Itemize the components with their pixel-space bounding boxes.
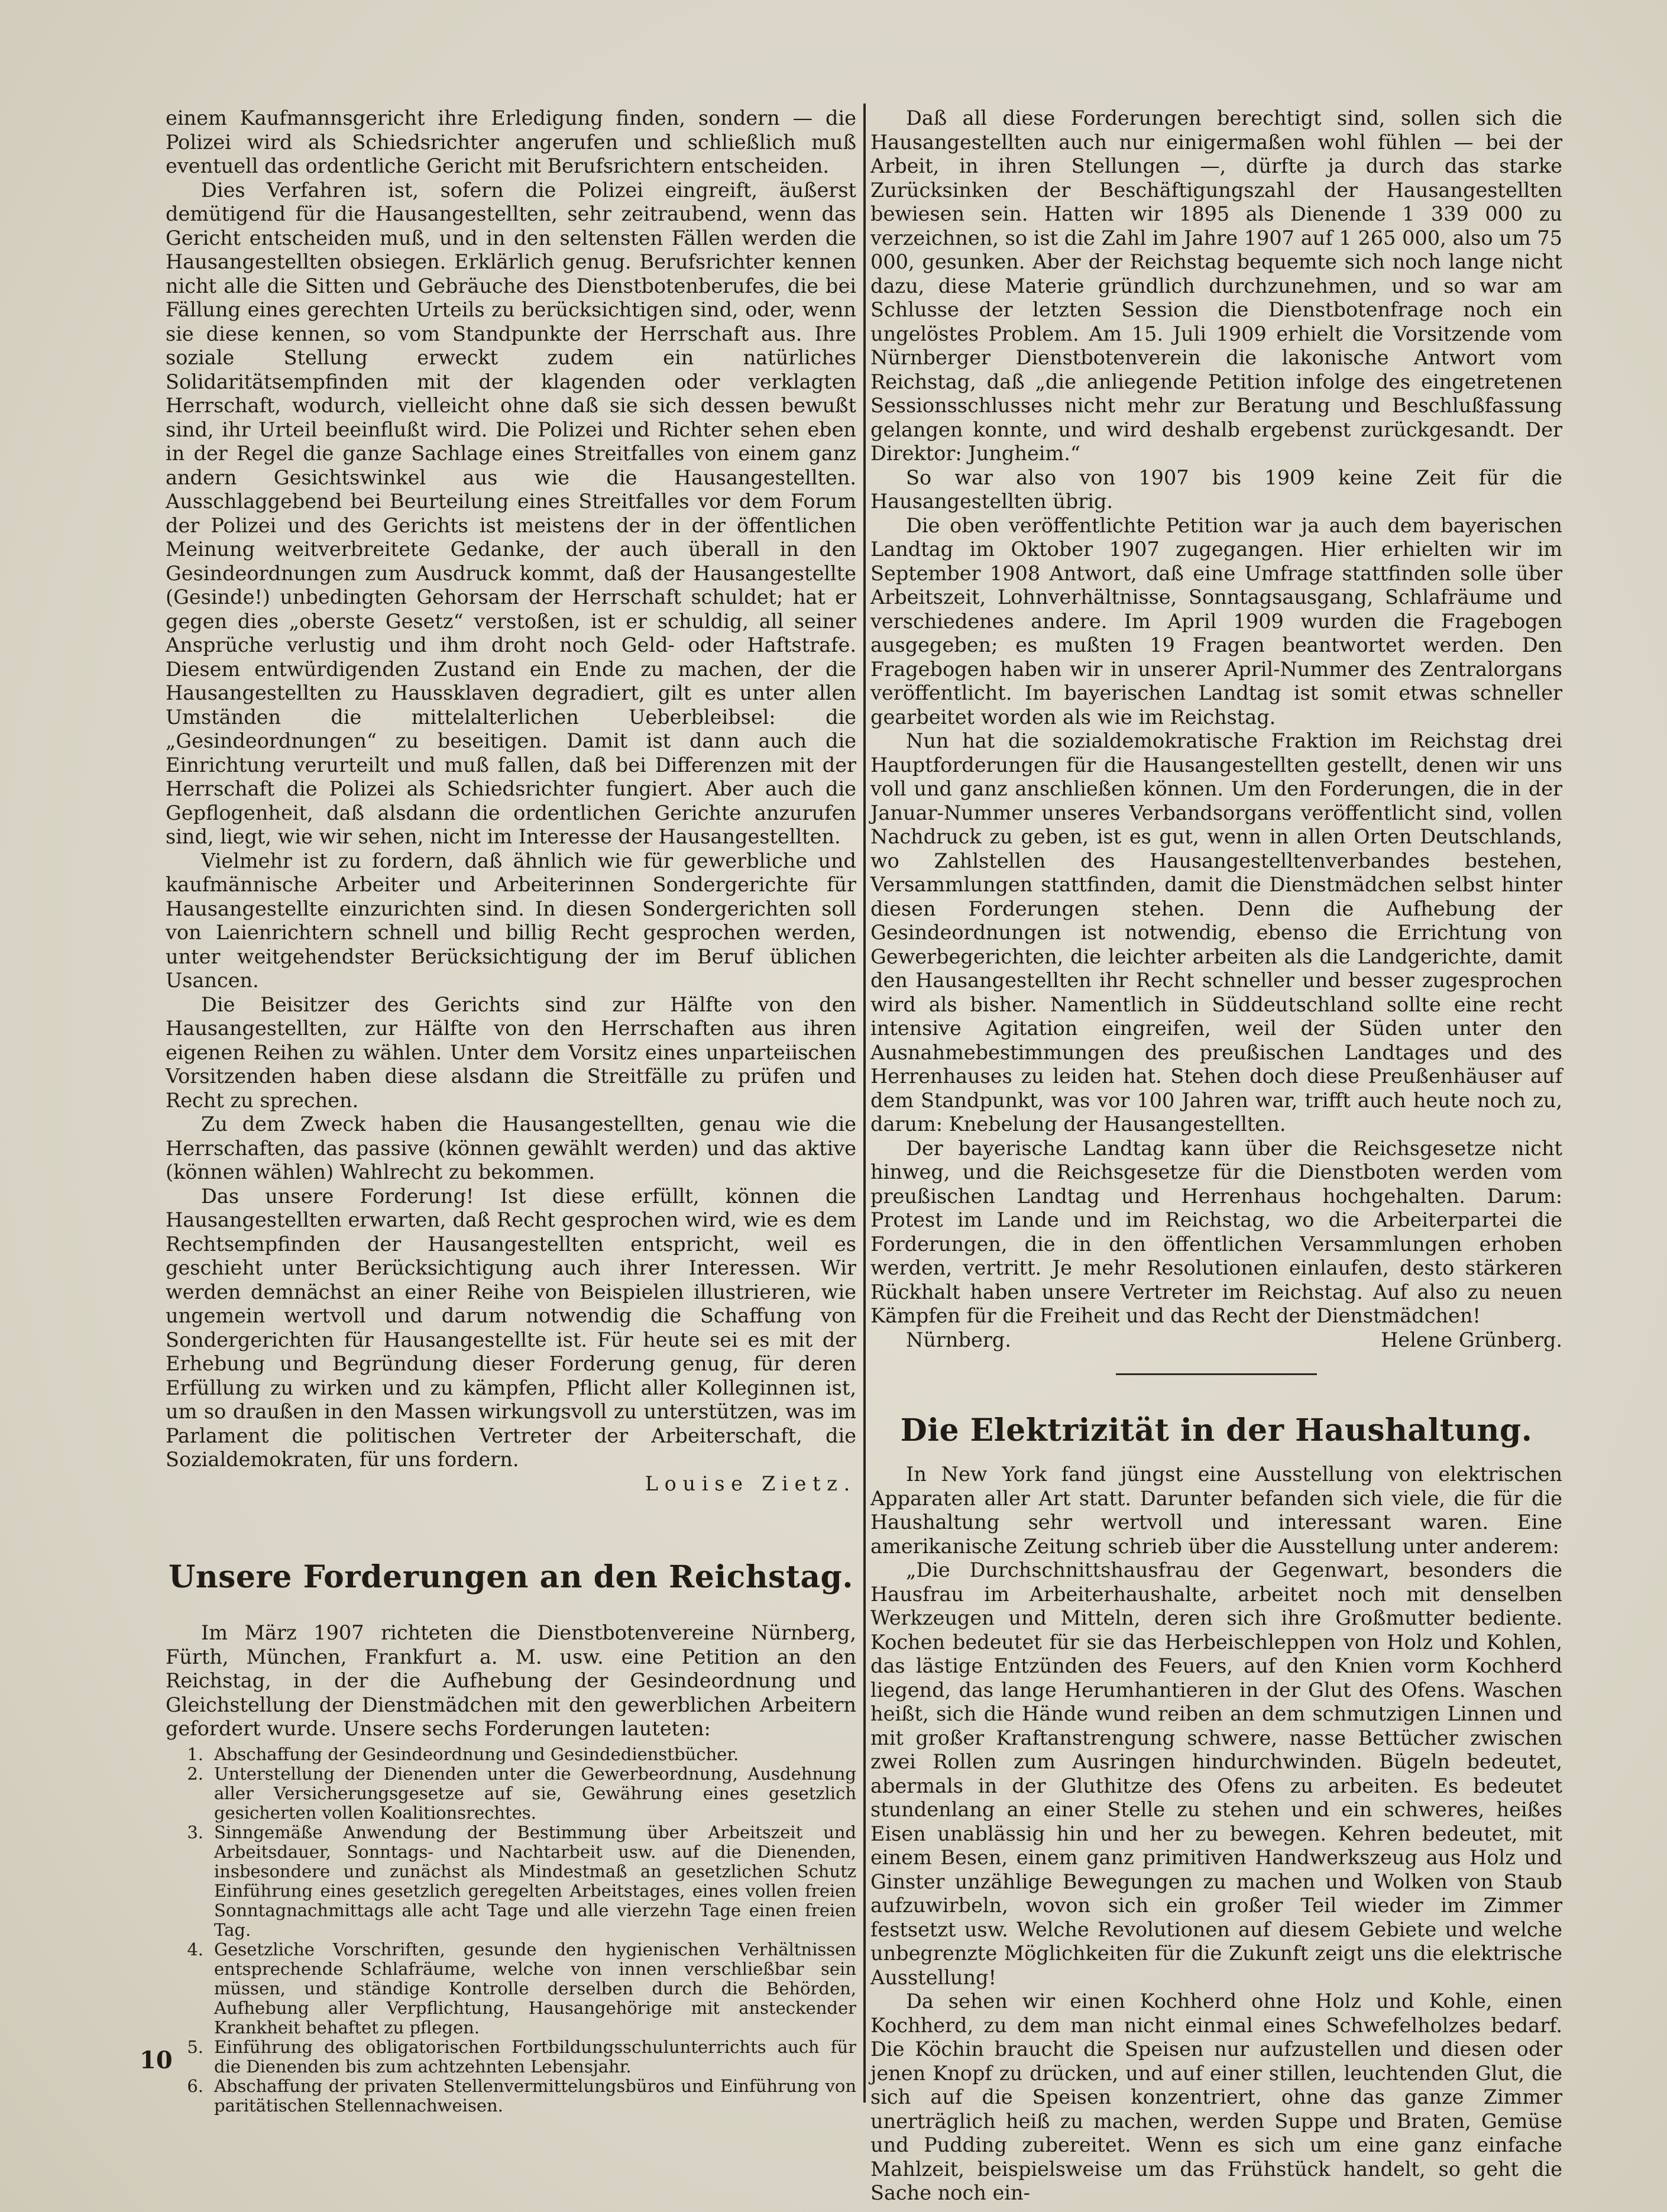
demand-number: 4. xyxy=(187,1939,203,1959)
demand-text: Einführung des obligatorischen Fortbildungsschulunterrichts auch für die Dienenden bis zum achtzehnten Lebensjahr. xyxy=(214,2036,856,2077)
paragraph: Die oben veröffentlichte Petition war ja auch dem bayerischen Landtag im Oktober 1907 zugegangen. Hier erhielten wir im September 1908 Antwort, daß eine Umfrage stattfinden solle über Arbeitszeit, Lohnverhältnisse, Sonntagsausgang, Schlafräume und verschiedenes andere. Im April 1909 wurden die Fragebogen ausgegeben; es mußten 19 Fragen beantwortet werden. Den Fragebogen haben wir in unserer April-Nummer des Zentralorgans veröffentlicht. Im bayerischen Landtag ist somit etwas schneller gearbeitet worden als wie im Reichstag. xyxy=(870,513,1562,729)
demand-item xyxy=(187,2075,856,2116)
signature-line xyxy=(870,1328,1562,1353)
column-divider xyxy=(863,104,866,2103)
demand-number: 2. xyxy=(187,1763,203,1784)
paragraph: Die Beisitzer des Gerichts sind zur Hälfte von den Hausangestellten, zur Hälfte von den Herrschaften aus ihren eigenen Reihen zu wählen. Unter dem Vorsitz eines unparteiischen Vorsitzenden haben diese alsdann die Streitfälle zu prüfen und Recht zu sprechen. xyxy=(166,992,856,1112)
demand-item xyxy=(187,1763,856,1823)
paragraph: Dies Verfahren ist, sofern die Polizei eingreift, äußerst demütigend für die Hausangestellten, sehr zeitraubend, wenn das Gericht entscheiden muß, und in den seltensten Fällen werden die Hausangestellten obsiegen. Erklärlich genug. Berufsrichter kennen nicht alle die Sitten und Gebräuche des Dienstbotenberufes, die bei Fällung eines gerechten Urteils zu berücksichtigen sind, oder, wenn sie diese kennen, so vom Standpunkte der Herrschaft aus. Ihre soziale Stellung erweckt zudem ein natürliches Solidaritätsempfinden mit der klagenden oder verklagten Herrschaft, wodurch, vielleicht ohne daß sie sich dessen bewußt sind, ihr Urteil beeinflußt wird. Die Polizei und Richter sehen eben in der Regel die ganze Sachlage eines Streitfalles von einem ganz andern Gesichtswinkel aus wie die Hausangestellten. Ausschlaggebend bei Beurteilung eines Streitfalles vor dem Forum der Polizei und des Gerichts ist meistens der in der öffentlichen Meinung weitverbreitete Gedanke, der auch überall in den Gesindeordnungen zum Ausdruck kommt, daß der Hausangestellte (Gesinde!) unbedingten Gehorsam der Herrschaft schuldet; hat er gegen dies „oberste Gesetz“ verstoßen, ist er schuldig, all seiner Ansprüche verlustig und ihm droht noch Geld- oder Haftstrafe. Diesem entwürdigenden Zustand ein Ende zu machen, der die Hausangestellten zu Haussklaven degradiert, gilt es unter allen Umständen die mittelalterlichen Ueberbleibsel: die „Gesindeordnungen“ zu beseitigen. Damit ist dann auch die Einrichtung verurteilt und muß fallen, daß bei Differenzen mit der Herrschaft die Polizei als Schiedsrichter fungiert. Aber auch die Gepflogenheit, daß alsdann die ordentlichen Gerichte anzurufen sind, liegt, wie wir sehen, nicht im Interesse der Hausangestellten. xyxy=(166,178,856,848)
author-signature: Louise Zietz. xyxy=(645,1472,856,1495)
demand-item xyxy=(187,2036,856,2077)
paragraph: „Die Durchschnittshausfrau der Gegenwart, besonders die Hausfrau im Arbeiterhaushalte, arbeitet noch mit denselben Werkzeugen und Mitteln, deren sich ihre Großmutter bediente. Kochen bedeutet für sie das Herbeischleppen von Holz und Kohlen, das lästige Entzünden des Feuers, auf den Knien vorm Kochherd liegend, das lange Herumhantieren in der Glut des Ofens. Waschen heißt, sich die Hände wund reiben an dem schmutzigen Linnen und mit großer Kraftanstrengung schwere, nasse Bettücher zwischen zwei Rollen zum Ausringen hindurchwinden. Bügeln bedeutet, abermals in der Gluthitze des Ofens zu arbeiten. Es bedeutet stundenlang an einer Stelle zu stehen und ein schweres, heißes Eisen unablässig hin und her zu bewegen. Kehren bedeutet, mit einem Besen, einem ganz primitiven Handwerkszeug aus Holz und Ginster unzählige Bewegungen zu machen und Wolken von Staub aufzuwirbeln, wovon sich ein großer Teil wieder im Zimmer festsetzt usw. Welche Revolutionen auf diesem Gebiete und welche unbegrenzte Möglichkeiten für die Zukunft zeigt uns die elektrische Ausstellung! xyxy=(870,1558,1562,1989)
demand-text: Sinngemäße Anwendung der Bestimmung über Arbeitszeit und Arbeitsdauer, Sonntags- und Nachtarbeit usw. auf die Dienenden, insbesondere und zunächst als Mindestmaß an gesetzlichen Schutz Einführung eines gesetzlich geregelten Arbeitstages, eines vollen freien Sonntagnachmittags alle acht Tage und alle vierzehn Tage einen freien Tag. xyxy=(214,1822,856,1940)
author-signature: Helene Grünberg. xyxy=(1381,1328,1562,1351)
demand-item xyxy=(187,1939,856,2038)
signature-line xyxy=(166,1472,856,1496)
demand-item xyxy=(187,1822,856,1940)
paragraph: Zu dem Zweck haben die Hausangestellten, genau wie die Herrschaften, das passive (können gewählt werden) und das aktive (können wählen) Wahlrecht zu bekommen. xyxy=(166,1113,856,1183)
demand-text: Gesetzliche Vorschriften, gesunde den hygienischen Verhältnissen entsprechende Schlafräume, welche von innen verschließbar sein müssen, und ständige Kontrolle derselben durch die Behörden, Aufhebung aller Verpflichtung, Hausangehörige mit ansteckender Krankheit behaftet zu pflegen. xyxy=(214,1939,856,2038)
paragraph: Nun hat die sozialdemokratische Fraktion im Reichstag drei Hauptforderungen für die Hausangestellten gestellt, denen wir uns voll und ganz anschließen können. Um den Forderungen, die in der Januar-Nummer unseres Verbandsorgans veröffentlicht sind, vollen Nachdruck zu geben, ist es gut, wenn in allen Orten Deutschlands, wo Zahlstellen des Hausangestelltenverbandes bestehen, Versammlungen stattfinden, damit die Dienstmädchen selbst hinter diesen Forderungen stehen. Denn die Aufhebung der Gesindeordnungen ist notwendig, ebenso die Errichtung von Gewerbegerichten, die leichter arbeiten als die Landgerichte, damit den Hausangestellten ihr Recht schneller und besser zugesprochen wird als bisher. Namentlich in Süddeutschland sollte eine recht intensive Agitation eingreifen, weil der Süden unter den Ausnahmebestimmungen des preußischen Landtages und des Herrenhauses zu leiden hat. Stehen doch diese Preußenhäuser auf dem Standpunkt, was vor 100 Jahren war, trifft auch heute noch zu, darum: Knebelung der Hausangestellten. xyxy=(870,729,1562,1136)
demand-number: 1. xyxy=(187,1744,203,1764)
paragraph: Da sehen wir einen Kochherd ohne Holz und Kohle, einen Kochherd, zu dem man nicht einmal eines Schwefelholzes bedarf. Die Köchin braucht die Speisen nur aufzustellen und diesen oder jenen Knopf zu drücken, und auf einer stillen, leuchtenden Glut, die sich auf die Speisen konzentriert, ohne das ganze Zimmer unerträglich heiß zu machen, werden Suppe und Braten, Gemüse und Pudding zubereitet. Wenn es sich um eine ganz einfache Mahlzeit, beispielsweise um das Frühstück handelt, so geht die Sache noch ein- xyxy=(870,1990,1562,2204)
article-headline: Unsere Forderungen an den Reichstag. xyxy=(169,1559,853,1595)
demand-item xyxy=(187,1744,856,1764)
demand-number: 6. xyxy=(187,2075,203,2096)
page-number: 10 xyxy=(140,2046,173,2074)
right-column xyxy=(870,106,1562,2205)
demand-text: Abschaffung der privaten Stellenvermittelungsbüros und Einführung von paritätischen Stellennachweisen. xyxy=(214,2075,856,2116)
paragraph: Im März 1907 richteten die Dienstbotenvereine Nürnberg, Fürth, München, Frankfurt a. M. usw. eine Petition an den Reichstag, in der die Aufhebung der Gesindeordnung und Gleichstellung der Dienstmädchen mit den gewerblichen Arbeitern gefordert wurde. Unsere sechs Forderungen lauteten: xyxy=(166,1621,856,1740)
paragraph: In New York fand jüngst eine Ausstellung von elektrischen Apparaten aller Art statt. Darunter befanden sich viele, die für die Haushaltung sehr wertvoll und interessant waren. Eine amerikanische Zeitung schrieb über die Ausstellung unter anderem: xyxy=(870,1463,1562,1558)
paragraph: So war also von 1907 bis 1909 keine Zeit für die Hausangestellten übrig. xyxy=(870,465,1562,513)
paragraph: Das unsere Forderung! Ist diese erfüllt, können die Hausangestellten erwarten, daß Recht gesprochen wird, wie es dem Rechtsempfinden der Hausangestellten entspricht, weil es geschieht unter Berücksichtigung auch ihrer Interessen. Wir werden demnächst an einer Reihe von Beispielen illustrieren, wie ungemein wertvoll und darum notwendig die Schaffung von Sondergerichten für Hausangestellte ist. Für heute sei es mit der Erhebung und Begründung dieser Forderung genug, für deren Erfüllung zu wirken und zu kämpfen, Pflicht aller Kolleginnen ist, um so draußen in den Massen wirkungsvoll zu unterstützen, was im Parlament die politischen Vertreter der Arbeiterschaft, die Sozialdemokraten, für uns fordern. xyxy=(166,1184,856,1471)
demands-list xyxy=(166,1745,856,2116)
section-divider xyxy=(1116,1373,1317,1375)
article-headline: Die Elektrizität in der Haushaltung. xyxy=(900,1412,1533,1448)
paragraph: Vielmehr ist zu fordern, daß ähnlich wie für gewerbliche und kaufmännische Arbeiter und Arbeiterinnen Sondergerichte für Hausangestellte einzurichten sind. In diesen Sondergerichten soll von Laienrichtern schnell und billig Recht gesprochen werden, unter weitgehendster Berücksichtigung der im Beruf üblichen Usancen. xyxy=(166,849,856,992)
demand-text: Abschaffung der Gesindeordnung und Gesindedienstbücher. xyxy=(214,1744,739,1764)
left-column xyxy=(166,106,856,2116)
demand-number: 5. xyxy=(187,2036,203,2057)
paragraph: einem Kaufmannsgericht ihre Erledigung finden, sondern — die Polizei wird als Schiedsrichter angerufen und schließlich muß eventuell das ordentliche Gericht mit Berufsrichtern entscheiden. xyxy=(166,106,856,177)
paragraph: Daß all diese Forderungen berechtigt sind, sollen sich die Hausangestellten auch nur einigermaßen wohl fühlen — bei der Arbeit, in ihren Stellungen —, dürfte ja durch das starke Zurücksinken der Beschäftigungszahl der Hausangestellten bewiesen sein. Hatten wir 1895 als Dienende 1 339 000 zu verzeichnen, so ist die Zahl im Jahre 1907 auf 1 265 000, also um 75 000, gesunken. Aber der Reichstag bequemte sich noch lange nicht dazu, diese Materie gründlich durchzunehmen, und so war am Schlusse der letzten Session die Dienstbotenfrage noch ein ungelöstes Problem. Am 15. Juli 1909 erhielt die Vorsitzende vom Nürnberger Dienstbotenverein die lakonische Antwort vom Reichstag, daß „die anliegende Petition infolge des eingetretenen Sessionsschlusses nicht mehr zur Beratung und Beschlußfassung gelangen konnte, und wird deshalb ergebenst zurückgesandt. Der Direktor: Jungheim.“ xyxy=(870,106,1562,465)
dateline-place: Nürnberg. xyxy=(906,1328,1011,1351)
paragraph: Der bayerische Landtag kann über die Reichsgesetze nicht hinweg, und die Reichsgesetze für die Dienstboten werden vom preußischen Landtag und Herrenhaus hochgehalten. Darum: Protest im Lande und im Reichstag, wo die Arbeiterpartei die Forderungen, die in den öffentlichen Versammlungen erhoben werden, vertritt. Je mehr Resolutionen einlaufen, desto stärkeren Rückhalt haben unsere Vertreter im Reichstag. Auf also zu neuen Kämpfen für die Freiheit und das Recht der Dienstmädchen! xyxy=(870,1136,1562,1327)
demand-number: 3. xyxy=(187,1822,203,1842)
demand-text: Unterstellung der Dienenden unter die Gewerbeordnung, Ausdehnung aller Versicherungsgesetze auf sie, Gewährung eines gesetzlich gesicherten vollen Koalitionsrechtes. xyxy=(214,1763,856,1823)
